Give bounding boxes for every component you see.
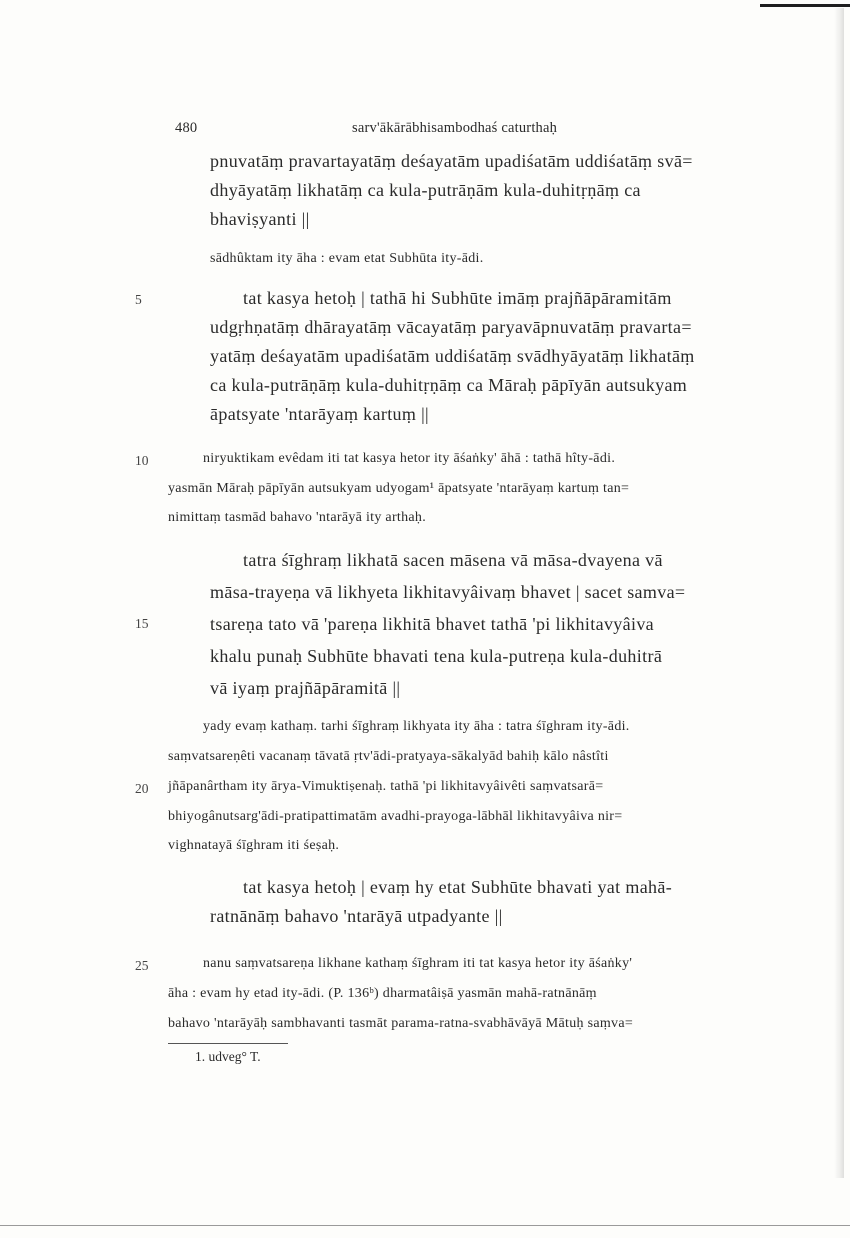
running-title: sarv'ākārābhisambodhaś caturthaḥ — [352, 120, 558, 136]
commentary-line: vighnatayā śīghram iti śeṣaḥ. — [168, 838, 340, 853]
line-number-20: 20 — [135, 781, 149, 796]
commentary-line: bahavo 'ntarāyāḥ sambhavanti tasmāt parama-ratna-svabhāvāyā Mātuḥ saṃva= — [168, 1016, 634, 1031]
commentary-line: āha : evam hy etad ity-ādi. (P. 136ᵇ) dharmatâiṣā yasmān mahā-ratnānāṃ — [168, 986, 597, 1001]
commentary-line: nimittaṃ tasmād bahavo 'ntarāyā ity arthaḥ. — [168, 510, 427, 525]
page-number: 480 — [175, 120, 198, 136]
commentary-line: nanu saṃvatsareṇa likhane kathaṃ śīghram iti tat kasya hetor ity āśaṅky' — [203, 956, 633, 971]
text-line: pnuvatāṃ pravartayatāṃ deśayatām upadiśatām uddiśatāṃ svā= — [210, 151, 693, 171]
text-line: udgṛhṇatāṃ dhārayatāṃ vācayatāṃ paryavāpnuvatāṃ pravarta= — [210, 317, 692, 337]
text-line: māsa-trayeṇa vā likhyeta likhitavyâivaṃ bhavet | sacet samva= — [210, 582, 686, 602]
commentary-line: yasmān Māraḥ pāpīyān autsukyam udyogam¹ āpatsyate 'ntarāyaṃ kartuṃ tan= — [168, 481, 630, 496]
text-line: tat kasya hetoḥ | evaṃ hy etat Subhūte bhavati yat mahā- — [243, 877, 673, 897]
text-line: yatāṃ deśayatām upadiśatām uddiśatāṃ svādhyāyatāṃ likhatāṃ — [210, 346, 695, 366]
commentary-line: yady evaṃ kathaṃ. tarhi śīghraṃ likhyata ity āha : tatra śīghram ity-ādi. — [203, 719, 630, 734]
text-line: vā iyaṃ prajñāpāramitā || — [210, 678, 401, 698]
line-number-15: 15 — [135, 616, 149, 631]
text-line: ca kula-putrāṇāṃ kula-duhitṛṇāṃ ca Māraḥ pāpīyān autsukyam — [210, 375, 688, 395]
text-line: āpatsyate 'ntarāyaṃ kartuṃ || — [210, 404, 430, 424]
footnote-rule — [168, 1043, 288, 1044]
commentary-line: niryuktikam evêdam iti tat kasya hetor ity āśaṅky' āhā : tathā hîty-ādi. — [203, 451, 616, 466]
commentary-line: sādhûktam ity āha : evam etat Subhūta ity-ādi. — [210, 251, 484, 266]
commentary-line: bhiyogânutsarg'ādi-pratipattimatām avadhi-prayoga-lābhāl likhitavyâiva nir= — [168, 809, 623, 824]
commentary-line: saṃvatsareṇêti vacanaṃ tāvatā ṛtv'ādi-pratyaya-sākalyād bahiḥ kālo nâstîti — [168, 749, 609, 764]
scan-edge-bottom — [0, 1225, 850, 1226]
text-line: tsareṇa tato vā 'pareṇa likhitā bhavet tathā 'pi likhitavyâiva — [210, 614, 655, 634]
text-line: bhaviṣyanti || — [210, 209, 310, 229]
scan-edge-top — [760, 4, 850, 7]
text-line: khalu punaḥ Subhūte bhavati tena kula-putreṇa kula-duhitrā — [210, 646, 663, 666]
text-line: ratnānāṃ bahavo 'ntarāyā utpadyante || — [210, 906, 503, 926]
line-number-10: 10 — [135, 453, 149, 468]
text-line: tatra śīghraṃ likhatā sacen māsena vā māsa-dvayena vā — [243, 550, 663, 570]
line-number-5: 5 — [135, 292, 142, 307]
text-line: dhyāyatāṃ likhatāṃ ca kula-putrāṇām kula-duhitṛṇāṃ ca — [210, 180, 641, 200]
text-line: tat kasya hetoḥ | tathā hi Subhūte imāṃ prajñāpāramitām — [243, 288, 672, 308]
scan-edge-right — [834, 8, 844, 1178]
footnote: 1. udveg° T. — [195, 1049, 261, 1064]
commentary-line: jñāpanârtham ity ārya-Vimuktiṣenaḥ. tathā 'pi likhitavyâivêti saṃvatsarā= — [168, 779, 604, 794]
line-number-25: 25 — [135, 958, 149, 973]
